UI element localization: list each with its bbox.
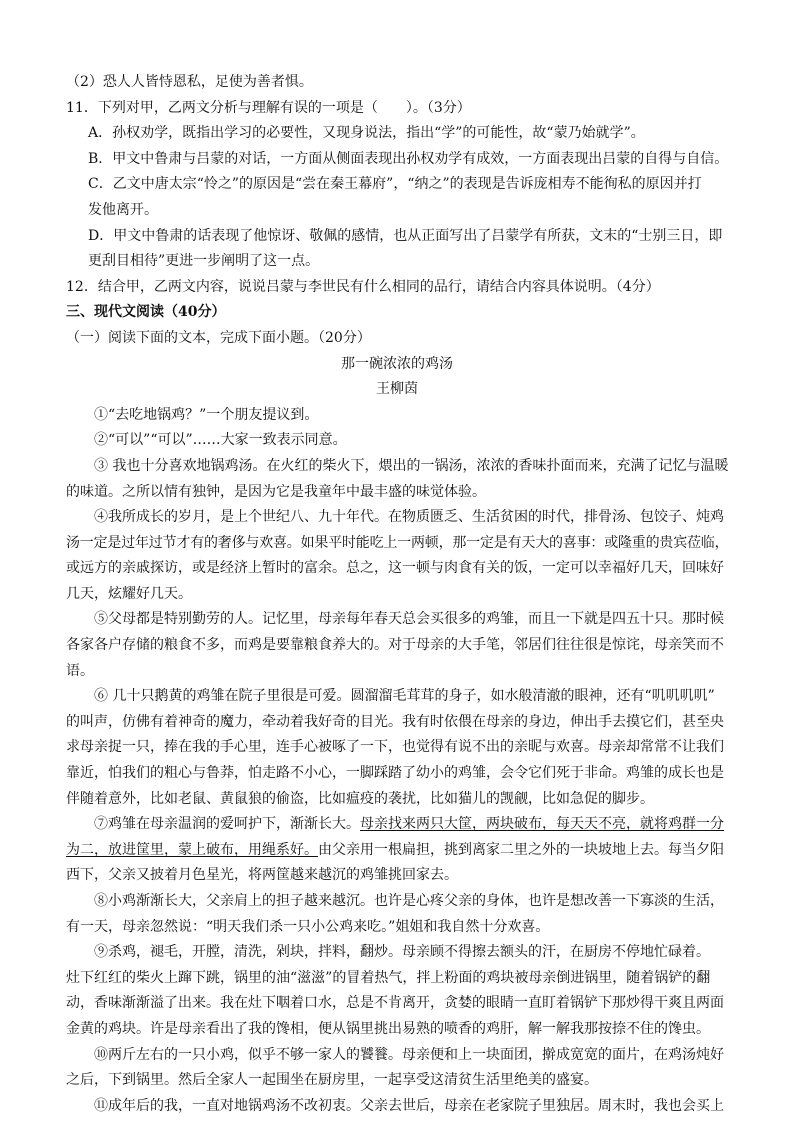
paragraph-7 xyxy=(66,812,728,838)
paragraph-6-cont-2: 求母亲捉一只，捧在我的手心里，连手心被啄了一下，也觉得有说不出的亲昵与欢喜。母亲却常常不让我们 xyxy=(66,739,724,756)
paragraph-7-text-cont: 由父亲用一根扁担，挑到离家二里之外的一块坡地上去。每当夕阳 xyxy=(318,841,724,858)
paragraph-7-cont-2: 西下，父亲又披着月色星光，将两筐越来越沉的鸡雏挑回家去。 xyxy=(66,867,458,884)
paragraph-7-underlined: 母亲找来两只大筐，两块破布，每天天不亮，就将鸡群一分 xyxy=(360,816,724,833)
paragraph-6-cont-4: 伴随着意外，比如老鼠、黄鼠狼的偷盗，比如瘟疫的袭扰，比如猫儿的觊觎，比如急促的脚步。 xyxy=(66,790,654,807)
paragraph-1: ①“去吃地锅鸡？”一个朋友提议到。 xyxy=(94,406,319,423)
section-3-heading: 三、现代文阅读（40分） xyxy=(66,304,226,321)
paragraph-4-cont-1: 汤一定是过年过节才有的奢侈与欢喜。如果平时能吃上一两顿，那一定是有天大的喜事：或隆重的贵宾莅临， xyxy=(66,534,729,551)
paragraph-6-cont-1: 的叫声，仿佛有着神奇的魔力，牵动着我好奇的目光。我有时依偎在母亲的身边，伸出手去摸它们，甚至央 xyxy=(66,713,724,730)
q11-option-c: C．乙文中唐太宗“怜之”的原因是“尝在秦王幕府”，“纳之”的表现是告诉庞相寿不能徇私的原因并打 xyxy=(88,176,702,193)
q11-option-b: B．甲文中鲁肃与吕蒙的对话，一方面从侧面表现出孙权劝学有成效，一方面表现出吕蒙的自得与自信。 xyxy=(88,150,729,167)
paragraph-5: ⑤父母都是特别勤劳的人。记忆里，母亲每年春天总会买很多的鸡雏，而且一下就是四五十只。那时候 xyxy=(94,611,724,628)
q11-option-d-cont: 更刮目相待”更进一步阐明了这一点。 xyxy=(88,253,320,270)
paragraph-8: ⑧小鸡渐渐长大，父亲肩上的担子越来越沉。也许是心疼父亲的身体，也许是想改善一下寡淡的生活， xyxy=(94,893,724,909)
paragraph-7-text: ⑦鸡雏在母亲温润的爱呵护下，渐渐长大。 xyxy=(94,816,360,833)
paragraph-9-cont-2: 动，香味渐渐溢了出来。我在灶下咽着口水，总是不肯离开，贪婪的眼睛一直盯着锅铲下那炒得干爽且两面 xyxy=(66,995,724,1012)
paragraph-7-cont-1 xyxy=(66,838,728,864)
q11-option-c-cont: 发他离开。 xyxy=(88,201,158,218)
paragraph-9-cont-1: 灶下红红的柴火上蹿下跳，锅里的油“滋滋”的冒着热气，拌上粉面的鸡块被母亲倒进锅里，随着锅铲的翻 xyxy=(66,969,711,986)
q11-stem: 11．下列对甲，乙两文分析与理解有误的一项是（ ）。（3分） xyxy=(66,99,471,116)
paragraph-9: ⑨杀鸡，褪毛，开膛，清洗，剁块，拌料，翻炒。母亲顾不得擦去额头的汗，在厨房不停地忙碌着。 xyxy=(94,944,710,961)
paragraph-7-underlined-cont: 为二，放进筐里，蒙上破布，用绳系好。 xyxy=(66,841,318,858)
paragraph-6: ⑥ 几十只鹅黄的鸡雏在院子里很是可爱。圆溜溜毛茸茸的身子，如水般清澈的眼神，还有“叽叽叽叽” xyxy=(94,688,715,705)
article-author: 王柳茵 xyxy=(376,381,418,398)
paragraph-11: ⑪成年后的我，一直对地锅鸡汤不改初衷。父亲去世后，母亲在老家院子里独居。周末时，我也会买上 xyxy=(94,1097,724,1114)
paragraph-4-cont-2: 或远方的亲戚探访，或是经济上暂时的富余。总之，这一顿与肉食有关的饭，一定可以幸福好几天，回味好 xyxy=(66,560,724,577)
article-title: 那一碗浓浓的鸡汤 xyxy=(341,355,453,372)
q10-item-2: （2）恐人人皆恃恩私，足使为善者惧。 xyxy=(66,74,313,90)
part-1-instruction: （一）阅读下面的文本，完成下面小题。（20分） xyxy=(66,329,371,346)
paragraph-3-cont: 的味道。之所以情有独钟，是因为它是我童年中最丰盛的味觉体验。 xyxy=(66,483,486,500)
paragraph-10: ⑩两斤左右的一只小鸡，似乎不够一家人的饕餮。母亲便和上一块面团，擀成宽宽的面片，在鸡汤炖好 xyxy=(94,1046,724,1063)
paragraph-5-cont-2: 语。 xyxy=(66,662,94,679)
paragraph-2: ②“可以”“可以”……大家一致表示同意。 xyxy=(94,432,347,449)
exam-page xyxy=(66,70,728,1119)
paragraph-3: ③ 我也十分喜欢地锅鸡汤。在火红的柴火下，煨出的一锅汤，浓浓的香味扑面而来，充满了记忆与温暖 xyxy=(94,457,729,474)
paragraph-9-cont-3: 金黄的鸡块。许是母亲看出了我的馋相，便从锅里挑出易熟的喷香的鸡肝，解一解我那按捺不住的馋虫。 xyxy=(66,1020,710,1037)
paragraph-10-cont: 之后，下到锅里。然后全家人一起围坐在厨房里，一起享受这清贫生活里绝美的盛宴。 xyxy=(66,1072,598,1089)
q11-option-d: D．甲文中鲁肃的话表现了他惊讶、敬佩的感情，也从正面写出了吕蒙学有所获，文末的“士别三日，即 xyxy=(88,227,723,244)
paragraph-6-cont-3: 靠近，怕我们的粗心与鲁莽，怕走路不小心，一脚踩踏了幼小的鸡雏，会令它们死于非命。鸡雏的成长也是 xyxy=(66,765,724,782)
paragraph-4: ④我所成长的岁月，是上个世纪八、九十年代。在物质匮乏、生活贫困的时代，排骨汤、包饺子、炖鸡 xyxy=(94,509,724,526)
paragraph-5-cont-1: 各家各户存储的粮食不多，而鸡是要靠粮食养大的。对于母亲的大手笔，邻居们往往很是惊诧，母亲笑而不 xyxy=(66,637,724,654)
paragraph-4-cont-3: 几天，炫耀好几天。 xyxy=(66,585,192,602)
q12-stem: 12．结合甲，乙两文内容，说说吕蒙与李世民有什么相同的品行，请结合内容具体说明。（4分） xyxy=(66,278,660,295)
q11-option-a: A．孙权劝学，既指出学习的必要性，又现身说法，指出“学”的可能性，故“蒙乃始就学”。 xyxy=(88,125,645,142)
paragraph-8-cont: 有一天，母亲忽然说：“明天我们杀一只小公鸡来吃。”姐姐和我自然十分欢喜。 xyxy=(66,918,550,935)
